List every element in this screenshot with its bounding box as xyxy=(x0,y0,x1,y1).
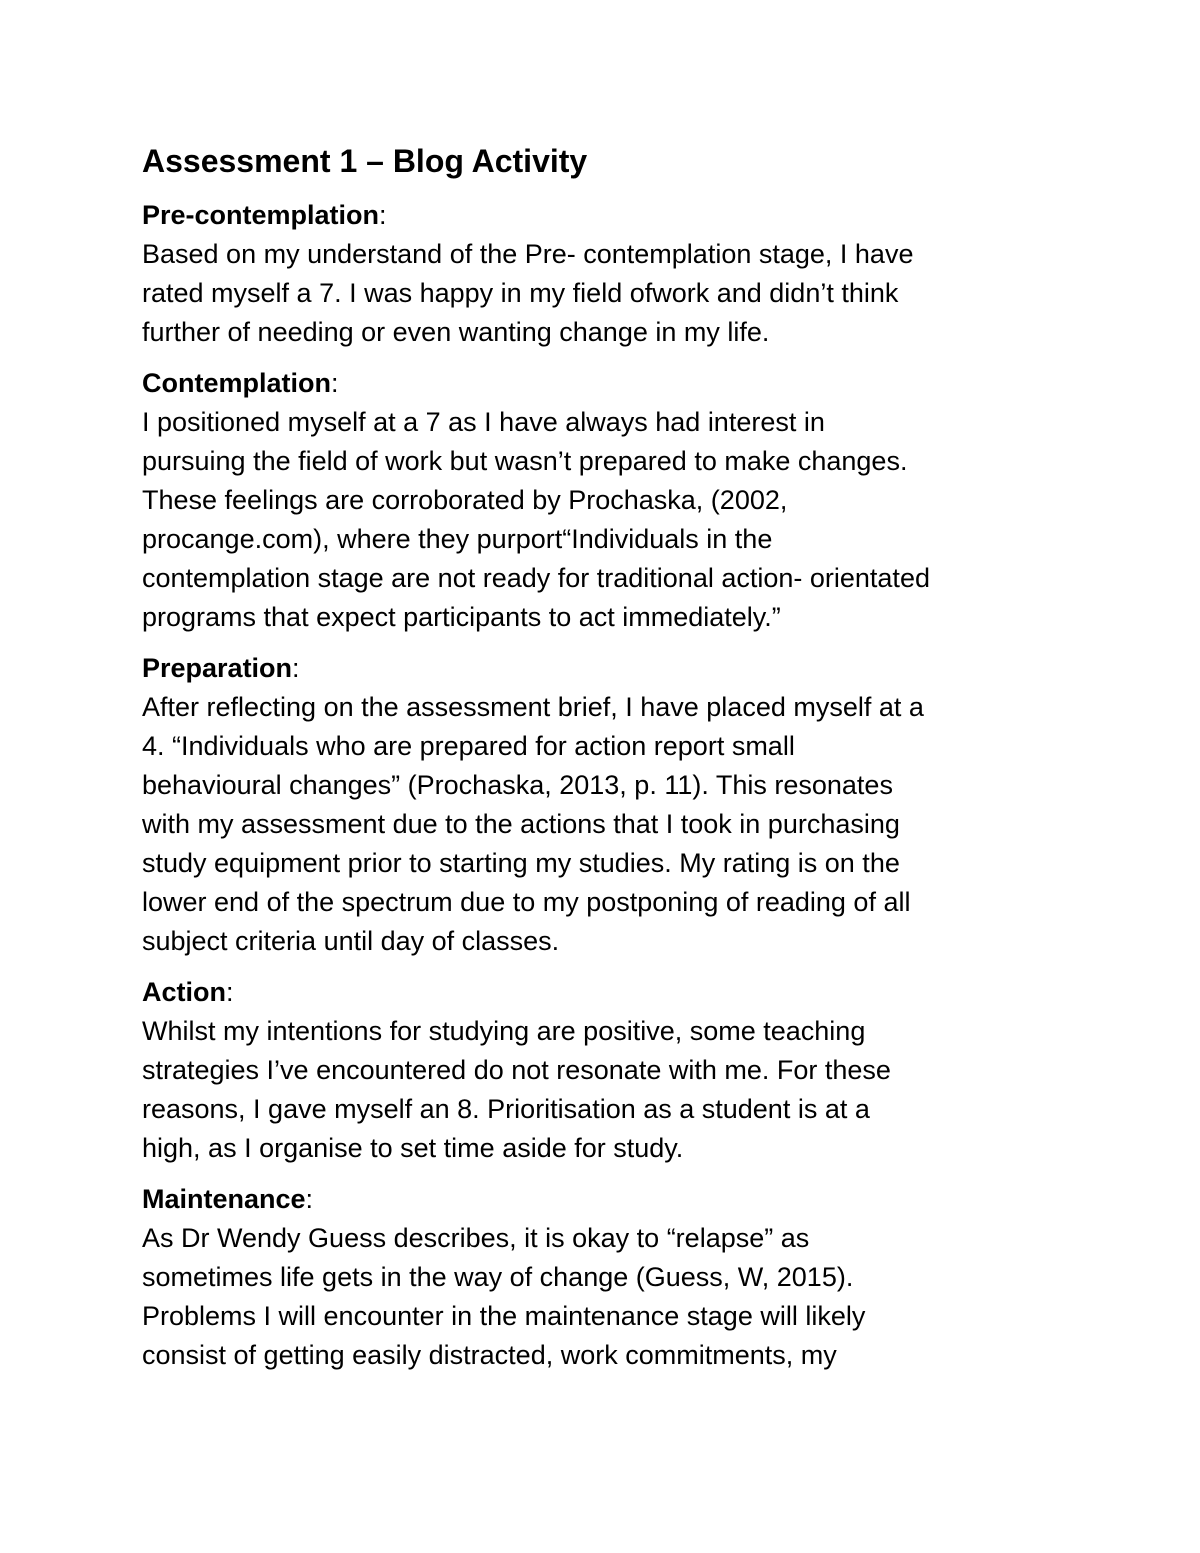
section-pre-contemplation xyxy=(142,196,1082,352)
body-text-line: study equipment prior to starting my studies. My rating is on the xyxy=(142,848,900,878)
body-text-line: with my assessment due to the actions that I took in purchasing xyxy=(142,809,900,839)
section-action xyxy=(142,973,1082,1168)
body-text-line: behavioural changes” (Prochaska, 2013, p. 11). This resonates xyxy=(142,770,893,800)
section-body-maintenance xyxy=(142,1219,1082,1375)
section-heading-preparation xyxy=(142,649,1082,688)
section-heading-colon: : xyxy=(305,1184,314,1214)
body-text-line: contemplation stage are not ready for traditional action- orientated xyxy=(142,563,930,593)
section-body-preparation xyxy=(142,688,1082,961)
body-text-line: further of needing or even wanting change in my life. xyxy=(142,317,770,347)
section-heading-colon: : xyxy=(226,977,234,1007)
body-text-line: rated myself a 7. I was happy in my field ofwork and didn’t think xyxy=(142,278,899,308)
body-text-line: strategies I’ve encountered do not resonate with me. For these xyxy=(142,1055,891,1085)
section-heading-pre-contemplation xyxy=(142,196,1082,235)
body-text-line: These feelings are corroborated by Prochaska, (2002, xyxy=(142,485,788,515)
body-text-line: lower end of the spectrum due to my postponing of reading of all xyxy=(142,887,911,917)
body-text-line: Problems I will encounter in the maintenance stage will likely xyxy=(142,1301,866,1331)
body-text-line: Based on my understand of the Pre- contemplation stage, I have xyxy=(142,239,914,269)
section-body-pre-contemplation xyxy=(142,235,1082,352)
section-heading-text: Pre-contemplation xyxy=(142,200,380,230)
body-text-line: pursuing the field of work but wasn’t prepared to make changes. xyxy=(142,446,908,476)
body-text-line: programs that expect participants to act immediately.” xyxy=(142,602,781,632)
section-body-action xyxy=(142,1012,1082,1168)
section-heading-maintenance xyxy=(142,1180,1082,1219)
sections-container xyxy=(142,196,1082,1375)
body-text-line: high, as I organise to set time aside for study. xyxy=(142,1133,684,1163)
body-text-line: I positioned myself at a 7 as I have always had interest in xyxy=(142,407,825,437)
section-heading-text: Contemplation xyxy=(142,368,331,398)
body-text-line: Whilst my intentions for studying are positive, some teaching xyxy=(142,1016,866,1046)
section-heading-colon: : xyxy=(292,653,300,683)
section-preparation xyxy=(142,649,1082,961)
section-heading-text: Action xyxy=(142,977,226,1007)
section-heading-colon: : xyxy=(379,200,387,230)
body-text-line: 4. “Individuals who are prepared for action report small xyxy=(142,731,795,761)
section-maintenance xyxy=(142,1180,1082,1375)
section-body-contemplation xyxy=(142,403,1082,637)
body-text-line: subject criteria until day of classes. xyxy=(142,926,560,956)
body-text-line: procange.com), where they purport“Individuals in the xyxy=(142,524,773,554)
body-text-line: reasons, I gave myself an 8. Prioritisation as a student is at a xyxy=(142,1094,870,1124)
section-heading-colon: : xyxy=(331,368,339,398)
body-text-line: After reflecting on the assessment brief, I have placed myself at a xyxy=(142,692,924,722)
section-heading-text: Preparation xyxy=(142,653,293,683)
section-heading-text: Maintenance xyxy=(142,1184,306,1214)
section-contemplation xyxy=(142,364,1082,637)
body-text-line: sometimes life gets in the way of change (Guess, W, 2015). xyxy=(142,1262,854,1292)
document-title: Assessment 1 – Blog Activity xyxy=(142,143,588,179)
section-heading-contemplation xyxy=(142,364,1082,403)
body-text-line: consist of getting easily distracted, work commitments, my xyxy=(142,1340,837,1370)
section-heading-action xyxy=(142,973,1082,1012)
document-content xyxy=(142,138,1082,1387)
body-text-line: As Dr Wendy Guess describes, it is okay to “relapse” as xyxy=(142,1223,810,1253)
